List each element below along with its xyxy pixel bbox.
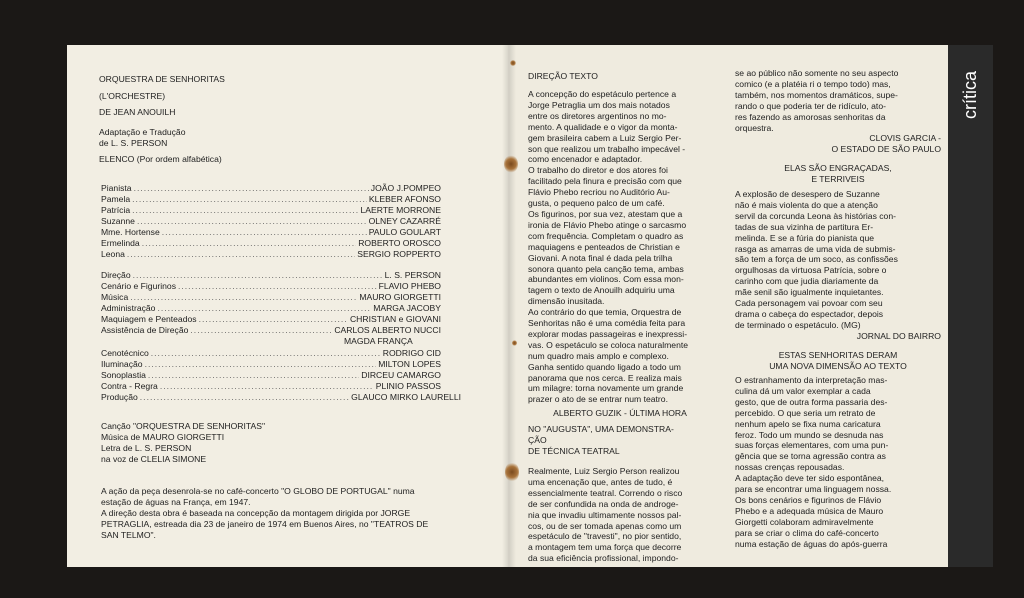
note-line: estação de águas na França, em 1947. [101, 496, 251, 507]
text-line: Cada personagem vai povoar com seu [735, 298, 883, 309]
cast-row [101, 216, 441, 227]
text-line: Flávio Phebo recriou no Auditório Au- [528, 187, 670, 198]
text-line: espetáculo de "travesti", no pior sentido, [528, 531, 682, 542]
cast-name: OLNEY CAZARRÉ [368, 216, 441, 226]
text-line: numa estação de águas do após-guerra [735, 538, 888, 549]
cast-row [101, 249, 441, 260]
text-line: abundantes em violinos. Com essa mon- [528, 274, 684, 285]
crew-row [101, 381, 441, 392]
crew-name: RODRIGO CID [382, 348, 441, 358]
dot-leader [157, 303, 371, 314]
text-line: son que realizou um trabalho impecável - [528, 143, 686, 154]
crew-name: MILTON LOPES [378, 359, 441, 369]
cast-role: Patrícia [101, 205, 131, 215]
crew-row [101, 370, 441, 381]
review-heading [528, 406, 712, 417]
crew-row [101, 270, 441, 281]
cast-heading: ELENCO (Por ordem alfabética) [99, 154, 222, 164]
text-line: percebido. O que seria um retrato de [735, 407, 876, 418]
text-line: sonora quanto pela canção tema, ambas [528, 263, 684, 274]
dot-leader [145, 359, 377, 370]
crew-row [101, 348, 441, 359]
text-line: melinda. E se a fúria do pianista que [735, 232, 875, 243]
text-line: não é mais violenta do que a atenção [735, 199, 878, 210]
crew-row [101, 392, 461, 403]
text-line: Ao contrário do que temia, Orquestra de [528, 307, 682, 318]
review-signature: ALBERTO GUZIK - ÚLTIMA HORA [553, 408, 687, 418]
text-line: facilitado pela finura e precisão com que [528, 176, 682, 187]
crew-role: Produção [101, 392, 138, 402]
text-line: mãe senil são igualmente inquietantes. [735, 287, 884, 298]
crew-role: Contra - Regra [101, 381, 158, 391]
signature-line: O ESTADO DE SÃO PAULO [831, 143, 941, 154]
dot-leader [160, 381, 374, 392]
text-line: entre os diretores argentinos no mo- [528, 110, 667, 121]
crew-role: Administração [101, 303, 156, 313]
cast-name: SERGIO ROPPERTO [357, 249, 441, 259]
review-heading-2 [528, 424, 674, 457]
text-line: dimensão inusitada. [528, 296, 605, 307]
text-line: cos, ou de ser tomada apenas como um [528, 520, 682, 531]
crew-name: GLAUCO MIRKO LAURELLI [351, 392, 461, 402]
stain-mark [512, 340, 517, 346]
text-line: Os bons cenários e figurinos de Flávio [735, 494, 882, 505]
text-line: res fazendo as amorosas senhoritas da [735, 111, 886, 122]
text-line: rando o que poderia ter de ridículo, ato- [735, 100, 886, 111]
text-line: comico (e a platéia ri o tempo todo) mas, [735, 78, 891, 89]
text-line: gesto, que de outra forma passaria des- [735, 396, 888, 407]
text-line: Phebo e a adequada música de Mauro [735, 505, 884, 516]
crew-name: CARLOS ALBERTO NUCCI [334, 325, 441, 335]
text-line: Jorge Petraglia um dos mais notados [528, 99, 670, 110]
text-line: se ao público não somente no seu aspecto [735, 68, 899, 78]
text-line: da sua eficiência profissional, impondo- [528, 553, 679, 564]
dot-leader [134, 183, 369, 194]
review-heading: DIREÇÃO TEXTO [528, 71, 598, 81]
book-gutter [502, 45, 516, 567]
note-line: PETRAGLIA, estreada dia 23 de janeiro de 1974 em Buenos Aires, no "TEATROS DE [101, 518, 429, 529]
dot-leader [162, 227, 367, 238]
heading-line: DE TÉCNICA TEATRAL [528, 445, 620, 456]
note-line: A direção desta obra é baseada na concepção da montagem dirigida por JORGE [101, 507, 411, 518]
text-line: mento. A qualidade e o vigor da monta- [528, 121, 678, 132]
song-line: na voz de CLELIA SIMONE [101, 453, 207, 464]
crew-name-extra: MAGDA FRANÇA [344, 336, 413, 346]
crew-name: PLINIO PASSOS [375, 381, 441, 391]
play-author: DE JEAN ANOUILH [99, 107, 176, 117]
text-line: para se criar o clima do café-concerto [735, 527, 879, 538]
review-body-5 [735, 375, 891, 550]
production-notes [101, 486, 428, 541]
crew-name: MARGA JACOBY [373, 303, 441, 313]
text-line: O trabalho do diretor e dos atores foi [528, 165, 668, 176]
play-title: ORQUESTRA DE SENHORITAS [99, 74, 225, 84]
heading-line: ESTAS SENHORITAS DERAM [778, 350, 898, 360]
dot-leader [151, 348, 381, 359]
crew-role: Sonoplastia [101, 370, 146, 380]
cast-role: Ermelinda [101, 238, 140, 248]
signature-line: CLOVIS GARCIA - [869, 133, 941, 143]
review-body-4 [735, 189, 898, 331]
text-line: vas. O espetáculo se coloca naturalmente [528, 339, 689, 350]
dot-leader [137, 216, 367, 227]
note-line: SAN TELMO". [101, 529, 156, 540]
crew-role: Cenário e Figurinos [101, 281, 176, 291]
stain-mark [505, 462, 519, 482]
text-line: Ganha sentido quando ligado a todo um [528, 361, 681, 372]
stain-mark [504, 155, 518, 173]
play-original-title: (L'ORCHESTRE) [99, 91, 166, 101]
cast-name: ROBERTO OROSCO [358, 238, 441, 248]
text-line: drama o cabeça do espectador, depois [735, 308, 884, 319]
review-signature [735, 133, 941, 155]
review-heading-4 [735, 350, 941, 372]
crew-name: DIRCEU CAMARGO [361, 370, 441, 380]
cast-name: LAERTE MORRONE [360, 205, 441, 215]
text-line: tagem o texto de Anouilh adquiriu uma [528, 285, 675, 296]
text-line: servil da corcunda Leona às histórias con- [735, 210, 896, 221]
text-line: nossas crenças repousadas. [735, 462, 845, 473]
review-heading-3 [735, 163, 941, 185]
text-line: essencialmente teatral. Correndo o risco [528, 487, 683, 498]
heading-line: NO "AUGUSTA", UMA DEMONSTRA- [528, 424, 674, 434]
cast-role: Pianista [101, 183, 132, 193]
text-line: maquiagens e penteados de Christian e [528, 241, 680, 252]
crew-row [101, 292, 441, 303]
text-line: Giorgetti colaboram admiravelmente [735, 516, 874, 527]
text-line: um milagre: torna novamente um grande [528, 383, 684, 394]
adaptation-name: de L. S. PERSON [99, 138, 168, 148]
text-line: prazer o ato de se entrar num teatro. [528, 394, 668, 405]
text-line: Realmente, Luiz Sergio Person realizou [528, 466, 680, 476]
review-body-3 [735, 68, 898, 133]
heading-line: ELAS SÃO ENGRAÇADAS, [784, 163, 892, 173]
crew-role: Assistência de Direção [101, 325, 189, 335]
crew-row [101, 325, 441, 336]
song-line: Letra de L. S. PERSON [101, 442, 192, 453]
dot-leader [190, 325, 332, 336]
crew-role: Maquiagem e Penteados [101, 314, 197, 324]
cast-role: Leona [101, 249, 125, 259]
text-line: panorama que nos cerca. E realiza mais [528, 372, 682, 383]
review-signature: JORNAL DO BAIRRO [856, 331, 941, 341]
text-line: nenhum apelo se fixa numa caricatura [735, 418, 881, 429]
sidebar-label: crítica [960, 70, 980, 119]
song-line: Canção "ORQUESTRA DE SENHORITAS" [101, 421, 266, 431]
dot-leader [199, 314, 348, 325]
cast-row [101, 238, 441, 249]
text-line: uma encenação que, antes de tudo, é [528, 476, 673, 487]
crew-name: MAURO GIORGETTI [359, 292, 441, 302]
song-line: Música de MAURO GIORGETTI [101, 431, 225, 442]
text-line: orquestra. [735, 122, 774, 133]
text-line: num quadro mais amplo e complexo. [528, 350, 669, 361]
text-line: tadas de sua vizinha de partitura Er- [735, 221, 874, 232]
cast-name: JOÃO J.POMPEO [370, 183, 441, 193]
cast-role: Mme. Hortense [101, 227, 160, 237]
cast-role: Suzanne [101, 216, 135, 226]
crew-role: Música [101, 292, 129, 302]
stain-mark [510, 60, 516, 66]
dot-leader [178, 281, 377, 292]
crew-row [101, 314, 441, 325]
section-sidebar [948, 45, 993, 567]
text-line: de terminado o espetáculo. (MG) [735, 319, 861, 330]
crew-name: CHRISTIAN e GIOVANI [349, 314, 441, 324]
heading-line: ÇÃO [528, 434, 547, 445]
crew-row [101, 359, 441, 370]
crew-name: L. S. PERSON [384, 270, 441, 280]
text-line: suas forças elementares, com uma pun- [735, 440, 889, 451]
text-line: feroz. Todo um mundo se desnuda nas [735, 429, 884, 440]
cast-name: KLEBER AFONSO [368, 194, 441, 204]
text-line: de ser confundida na onda de androge- [528, 498, 679, 509]
song-credits [101, 421, 265, 465]
text-line: para se encontrar uma linguagem nossa. [735, 484, 892, 495]
cast-row [101, 194, 441, 205]
text-line: também, nos momentos dramáticos, supe- [735, 89, 898, 100]
text-line: A adaptação deve ter sido espontânea, [735, 473, 885, 484]
text-line: A concepção do espetáculo pertence a [528, 89, 677, 99]
dot-leader [132, 194, 367, 205]
text-line: A explosão de desespero de Suzanne [735, 189, 880, 199]
review-body-2 [528, 466, 682, 564]
review-body [528, 89, 688, 405]
adaptation-label: Adaptação e Tradução [99, 127, 186, 137]
text-line: orgulhosas da virtuosa Patrícia, sobre o [735, 265, 887, 276]
text-line: nia que invadiu ultimamente nossos pal- [528, 509, 682, 520]
note-line: A ação da peça desenrola-se no café-concerto "O GLOBO DE PORTUGAL" numa [101, 486, 415, 496]
cast-role: Pamela [101, 194, 131, 204]
text-line: a montagem tem uma força que decorre [528, 542, 682, 553]
dot-leader [130, 292, 357, 303]
dot-leader [140, 392, 349, 403]
text-line: como encenador e adaptador. [528, 154, 643, 165]
dot-leader [132, 205, 358, 216]
text-line: explorar modas passageiras e inexpressi- [528, 328, 688, 339]
dot-leader [142, 238, 357, 249]
text-line: Giovani. A nota final é dada pela trilha [528, 252, 673, 263]
crew-role: Direção [101, 270, 131, 280]
crew-name: FLAVIO PHEBO [378, 281, 441, 291]
cast-row [101, 183, 441, 194]
crew-row [101, 303, 441, 314]
cast-row [101, 227, 441, 238]
text-line: gusta, o pequeno palco de um café. [528, 198, 665, 209]
text-line: gem brasileira cabem a Luiz Sergio Per- [528, 132, 682, 143]
crew-role: Iluminação [101, 359, 143, 369]
text-line: rasga as amarras de uma vida de submis- [735, 243, 896, 254]
crew-row [101, 281, 441, 292]
text-line: com frequência. Completam o quadro as [528, 230, 684, 241]
dot-leader [133, 270, 383, 281]
cast-name: PAULO GOULART [368, 227, 441, 237]
text-line: são tem a força de um soco, as confissões [735, 254, 898, 265]
heading-line: E TERRIVEIS [811, 173, 865, 184]
text-line: carinho com que judia diariamente da [735, 276, 879, 287]
text-line: ironia de Flávio Phebo atinge o sarcasmo [528, 219, 687, 230]
text-line: Senhoritas não é uma comédia feita para [528, 318, 686, 329]
crew-role: Cenotécnico [101, 348, 149, 358]
heading-line: UMA NOVA DIMENSÃO AO TEXTO [769, 360, 907, 371]
text-line: O estranhamento da interpretação mas- [735, 375, 888, 385]
text-line: gência que se torna agressão contra as [735, 451, 886, 462]
cast-row [101, 205, 441, 216]
text-line: Os figurinos, por sua vez, atestam que a [528, 208, 683, 219]
dot-leader [127, 249, 355, 260]
text-line: culina dá um valor exemplar a cada [735, 385, 871, 396]
dot-leader [148, 370, 359, 381]
